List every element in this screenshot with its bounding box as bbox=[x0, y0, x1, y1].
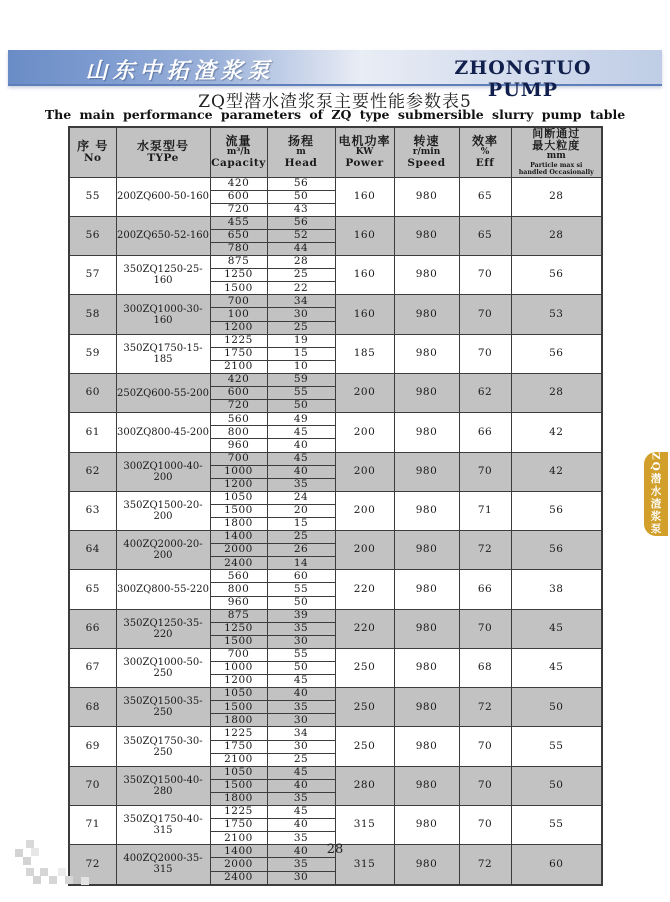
type-cell: 350ZQ1750-40-315 bbox=[116, 806, 210, 845]
column-header bbox=[210, 127, 267, 177]
speed-cell: 980 bbox=[394, 413, 459, 452]
speed-cell: 980 bbox=[394, 491, 459, 530]
particle-cell: 42 bbox=[511, 413, 602, 452]
eff-cell: 65 bbox=[459, 177, 511, 216]
head-cell: 35 bbox=[267, 792, 335, 805]
eff-cell: 72 bbox=[459, 688, 511, 727]
capacity-cell: 1250 bbox=[210, 622, 267, 635]
head-cell: 52 bbox=[267, 229, 335, 242]
power-cell: 250 bbox=[335, 727, 394, 766]
particle-cell: 28 bbox=[511, 177, 602, 216]
pump-row bbox=[69, 648, 602, 687]
pump-row bbox=[69, 334, 602, 373]
pump-row bbox=[69, 216, 602, 255]
capacity-cell: 1225 bbox=[210, 334, 267, 347]
head-cell: 35 bbox=[267, 832, 335, 845]
company-logo: 山东中拓渣浆泵 bbox=[85, 58, 275, 84]
head-cell: 49 bbox=[267, 413, 335, 426]
power-cell: 250 bbox=[335, 648, 394, 687]
capacity-cell: 800 bbox=[210, 426, 267, 439]
eff-cell: 62 bbox=[459, 373, 511, 412]
deco-square bbox=[15, 849, 23, 857]
no-cell: 67 bbox=[69, 648, 116, 687]
column-header-line: Particle max si bbox=[530, 162, 583, 170]
type-cell: 350ZQ1500-20-200 bbox=[116, 491, 210, 530]
capacity-cell: 420 bbox=[210, 177, 267, 190]
deco-square bbox=[40, 868, 48, 876]
capacity-cell: 1225 bbox=[210, 727, 267, 740]
speed-cell: 980 bbox=[394, 177, 459, 216]
speed-cell: 980 bbox=[394, 295, 459, 334]
pump-row bbox=[69, 766, 602, 805]
capacity-cell: 1500 bbox=[210, 635, 267, 648]
head-cell: 34 bbox=[267, 727, 335, 740]
pump-row bbox=[69, 609, 602, 648]
no-cell: 64 bbox=[69, 531, 116, 570]
column-header-line: 间断通过 bbox=[532, 127, 581, 140]
no-cell: 63 bbox=[69, 491, 116, 530]
particle-cell: 28 bbox=[511, 216, 602, 255]
head-cell: 45 bbox=[267, 766, 335, 779]
head-cell: 28 bbox=[267, 256, 335, 269]
capacity-cell: 1750 bbox=[210, 819, 267, 832]
head-cell: 20 bbox=[267, 504, 335, 517]
page-title: ZQ型潜水渣浆泵主要性能参数表5 bbox=[198, 92, 472, 112]
type-cell: 400ZQ2000-35-315 bbox=[116, 845, 210, 885]
column-header-line: KW bbox=[355, 147, 374, 158]
capacity-cell: 960 bbox=[210, 439, 267, 452]
column-header-line: 流量 bbox=[225, 133, 252, 148]
head-cell: 55 bbox=[267, 583, 335, 596]
particle-cell: 50 bbox=[511, 688, 602, 727]
no-cell: 70 bbox=[69, 766, 116, 805]
speed-cell: 980 bbox=[394, 570, 459, 609]
capacity-cell: 650 bbox=[210, 229, 267, 242]
capacity-cell: 2000 bbox=[210, 544, 267, 557]
no-cell: 69 bbox=[69, 727, 116, 766]
capacity-cell: 2100 bbox=[210, 832, 267, 845]
capacity-cell: 1200 bbox=[210, 675, 267, 688]
particle-cell: 56 bbox=[511, 531, 602, 570]
eff-cell: 70 bbox=[459, 334, 511, 373]
capacity-cell: 2100 bbox=[210, 753, 267, 766]
head-cell: 40 bbox=[267, 688, 335, 701]
power-cell: 200 bbox=[335, 531, 394, 570]
pump-row bbox=[69, 531, 602, 570]
column-header-line: 扬程 bbox=[287, 133, 314, 148]
header-bar bbox=[8, 50, 662, 101]
particle-cell: 42 bbox=[511, 452, 602, 491]
head-cell: 44 bbox=[267, 243, 335, 256]
head-cell: 45 bbox=[267, 452, 335, 465]
particle-cell: 45 bbox=[511, 609, 602, 648]
type-cell: 350ZQ1500-35-250 bbox=[116, 688, 210, 727]
particle-cell: 38 bbox=[511, 570, 602, 609]
capacity-cell: 700 bbox=[210, 295, 267, 308]
eff-cell: 71 bbox=[459, 491, 511, 530]
capacity-cell: 560 bbox=[210, 570, 267, 583]
no-cell: 55 bbox=[69, 177, 116, 216]
type-cell: 350ZQ1750-15-185 bbox=[116, 334, 210, 373]
capacity-cell: 1750 bbox=[210, 347, 267, 360]
power-cell: 200 bbox=[335, 491, 394, 530]
head-cell: 30 bbox=[267, 635, 335, 648]
eff-cell: 70 bbox=[459, 806, 511, 845]
particle-cell: 28 bbox=[511, 373, 602, 412]
type-cell: 350ZQ1500-40-280 bbox=[116, 766, 210, 805]
particle-cell: 55 bbox=[511, 806, 602, 845]
capacity-cell: 875 bbox=[210, 256, 267, 269]
eff-cell: 66 bbox=[459, 570, 511, 609]
power-cell: 200 bbox=[335, 373, 394, 412]
particle-cell: 56 bbox=[511, 256, 602, 295]
capacity-cell: 1400 bbox=[210, 531, 267, 544]
deco-square bbox=[65, 876, 73, 884]
capacity-cell: 875 bbox=[210, 609, 267, 622]
column-header bbox=[459, 127, 511, 177]
head-cell: 19 bbox=[267, 334, 335, 347]
particle-cell: 53 bbox=[511, 295, 602, 334]
no-cell: 57 bbox=[69, 256, 116, 295]
head-cell: 55 bbox=[267, 648, 335, 661]
deco-square bbox=[26, 868, 34, 876]
column-header-line: Capacity bbox=[211, 157, 266, 170]
column-header-line: Eff bbox=[475, 157, 495, 170]
head-cell: 39 bbox=[267, 609, 335, 622]
column-header bbox=[116, 127, 210, 177]
head-cell: 30 bbox=[267, 740, 335, 753]
head-cell: 45 bbox=[267, 426, 335, 439]
column-header bbox=[267, 127, 335, 177]
deco-square bbox=[49, 876, 57, 884]
speed-cell: 980 bbox=[394, 688, 459, 727]
head-cell: 40 bbox=[267, 779, 335, 792]
head-cell: 26 bbox=[267, 544, 335, 557]
parameters-table bbox=[68, 126, 603, 886]
type-cell: 350ZQ1250-25-160 bbox=[116, 256, 210, 295]
speed-cell: 980 bbox=[394, 609, 459, 648]
speed-cell: 980 bbox=[394, 766, 459, 805]
head-cell: 25 bbox=[267, 753, 335, 766]
capacity-cell: 1250 bbox=[210, 269, 267, 282]
capacity-cell: 1050 bbox=[210, 688, 267, 701]
particle-cell: 55 bbox=[511, 727, 602, 766]
eff-cell: 70 bbox=[459, 766, 511, 805]
pump-row bbox=[69, 491, 602, 530]
capacity-cell: 1500 bbox=[210, 504, 267, 517]
column-header-line: handled Occasionally bbox=[518, 169, 594, 177]
head-cell: 59 bbox=[267, 373, 335, 386]
column-header-line: 最大粒度 bbox=[532, 139, 581, 153]
head-cell: 55 bbox=[267, 387, 335, 400]
speed-cell: 980 bbox=[394, 806, 459, 845]
capacity-cell: 100 bbox=[210, 308, 267, 321]
head-cell: 15 bbox=[267, 517, 335, 530]
power-cell: 220 bbox=[335, 570, 394, 609]
head-cell: 40 bbox=[267, 845, 335, 858]
particle-cell: 60 bbox=[511, 845, 602, 885]
head-cell: 25 bbox=[267, 269, 335, 282]
particle-cell: 56 bbox=[511, 491, 602, 530]
head-cell: 24 bbox=[267, 491, 335, 504]
speed-cell: 980 bbox=[394, 373, 459, 412]
capacity-cell: 780 bbox=[210, 243, 267, 256]
particle-cell: 45 bbox=[511, 648, 602, 687]
head-cell: 22 bbox=[267, 282, 335, 295]
capacity-cell: 1800 bbox=[210, 792, 267, 805]
column-header-line: No bbox=[83, 152, 102, 165]
head-cell: 40 bbox=[267, 819, 335, 832]
column-header-line: 效率 bbox=[471, 133, 498, 148]
no-cell: 59 bbox=[69, 334, 116, 373]
head-cell: 30 bbox=[267, 308, 335, 321]
capacity-cell: 1050 bbox=[210, 491, 267, 504]
no-cell: 62 bbox=[69, 452, 116, 491]
page-subtitle: The main performance parameters of ZQ type submersible slurry pump table bbox=[44, 107, 626, 122]
capacity-cell: 2000 bbox=[210, 858, 267, 871]
head-cell: 50 bbox=[267, 596, 335, 609]
type-cell: 350ZQ1750-30-250 bbox=[116, 727, 210, 766]
eff-cell: 72 bbox=[459, 845, 511, 885]
pump-row bbox=[69, 177, 602, 216]
capacity-cell: 960 bbox=[210, 596, 267, 609]
pump-row bbox=[69, 727, 602, 766]
power-cell: 160 bbox=[335, 295, 394, 334]
pump-row bbox=[69, 688, 602, 727]
capacity-cell: 700 bbox=[210, 452, 267, 465]
speed-cell: 980 bbox=[394, 845, 459, 885]
eff-cell: 70 bbox=[459, 295, 511, 334]
head-cell: 14 bbox=[267, 557, 335, 570]
no-cell: 72 bbox=[69, 845, 116, 885]
eff-cell: 72 bbox=[459, 531, 511, 570]
no-cell: 61 bbox=[69, 413, 116, 452]
head-cell: 35 bbox=[267, 622, 335, 635]
no-cell: 58 bbox=[69, 295, 116, 334]
deco-square bbox=[81, 877, 89, 885]
head-cell: 30 bbox=[267, 714, 335, 727]
type-cell: 200ZQ650-52-160 bbox=[116, 216, 210, 255]
capacity-cell: 1400 bbox=[210, 845, 267, 858]
speed-cell: 980 bbox=[394, 216, 459, 255]
column-header-line: 电机功率 bbox=[338, 133, 391, 148]
eff-cell: 70 bbox=[459, 609, 511, 648]
pump-row bbox=[69, 373, 602, 412]
power-cell: 160 bbox=[335, 216, 394, 255]
type-cell: 350ZQ1250-35-220 bbox=[116, 609, 210, 648]
capacity-cell: 600 bbox=[210, 190, 267, 203]
head-cell: 50 bbox=[267, 400, 335, 413]
column-header bbox=[335, 127, 394, 177]
column-header bbox=[69, 127, 116, 177]
head-cell: 35 bbox=[267, 858, 335, 871]
eff-cell: 68 bbox=[459, 648, 511, 687]
speed-cell: 980 bbox=[394, 648, 459, 687]
column-header-line: Speed bbox=[407, 157, 446, 170]
head-cell: 40 bbox=[267, 465, 335, 478]
capacity-cell: 2100 bbox=[210, 360, 267, 373]
power-cell: 315 bbox=[335, 845, 394, 885]
head-cell: 50 bbox=[267, 662, 335, 675]
eff-cell: 65 bbox=[459, 216, 511, 255]
type-cell: 250ZQ600-55-200 bbox=[116, 373, 210, 412]
head-cell: 56 bbox=[267, 177, 335, 190]
capacity-cell: 1200 bbox=[210, 321, 267, 334]
column-header bbox=[511, 127, 602, 177]
power-cell: 280 bbox=[335, 766, 394, 805]
capacity-cell: 600 bbox=[210, 387, 267, 400]
capacity-cell: 560 bbox=[210, 413, 267, 426]
particle-cell: 50 bbox=[511, 766, 602, 805]
capacity-cell: 1500 bbox=[210, 779, 267, 792]
capacity-cell: 1750 bbox=[210, 740, 267, 753]
power-cell: 220 bbox=[335, 609, 394, 648]
head-cell: 45 bbox=[267, 675, 335, 688]
eff-cell: 70 bbox=[459, 452, 511, 491]
speed-cell: 980 bbox=[394, 256, 459, 295]
power-cell: 160 bbox=[335, 256, 394, 295]
column-header-line: r/min bbox=[412, 147, 441, 158]
eff-cell: 70 bbox=[459, 727, 511, 766]
head-cell: 35 bbox=[267, 478, 335, 491]
capacity-cell: 1500 bbox=[210, 701, 267, 714]
power-cell: 315 bbox=[335, 806, 394, 845]
power-cell: 250 bbox=[335, 688, 394, 727]
deco-square bbox=[31, 848, 39, 856]
column-header bbox=[394, 127, 459, 177]
capacity-cell: 1000 bbox=[210, 662, 267, 675]
side-tab[interactable]: ZQ潜水渣浆泵 bbox=[644, 452, 668, 536]
no-cell: 68 bbox=[69, 688, 116, 727]
head-cell: 25 bbox=[267, 321, 335, 334]
type-cell: 300ZQ1000-30-160 bbox=[116, 295, 210, 334]
capacity-cell: 720 bbox=[210, 400, 267, 413]
deco-square bbox=[58, 868, 66, 876]
type-cell: 300ZQ1000-50-250 bbox=[116, 648, 210, 687]
capacity-cell: 2400 bbox=[210, 871, 267, 885]
capacity-cell: 1800 bbox=[210, 714, 267, 727]
brand-name: ZHONGTUO PUMP bbox=[454, 57, 592, 101]
capacity-cell: 1000 bbox=[210, 465, 267, 478]
pump-row bbox=[69, 570, 602, 609]
head-cell: 34 bbox=[267, 295, 335, 308]
pump-row bbox=[69, 452, 602, 491]
table-header bbox=[69, 127, 602, 177]
head-cell: 60 bbox=[267, 570, 335, 583]
capacity-cell: 700 bbox=[210, 648, 267, 661]
head-cell: 56 bbox=[267, 216, 335, 229]
speed-cell: 980 bbox=[394, 727, 459, 766]
pump-row bbox=[69, 256, 602, 295]
pump-row bbox=[69, 413, 602, 452]
capacity-cell: 1050 bbox=[210, 766, 267, 779]
particle-cell: 56 bbox=[511, 334, 602, 373]
head-cell: 45 bbox=[267, 806, 335, 819]
capacity-cell: 720 bbox=[210, 203, 267, 216]
head-cell: 40 bbox=[267, 439, 335, 452]
type-cell: 300ZQ1000-40-200 bbox=[116, 452, 210, 491]
type-cell: 300ZQ800-45-200 bbox=[116, 413, 210, 452]
no-cell: 71 bbox=[69, 806, 116, 845]
power-cell: 200 bbox=[335, 452, 394, 491]
head-cell: 10 bbox=[267, 360, 335, 373]
no-cell: 56 bbox=[69, 216, 116, 255]
pump-row bbox=[69, 295, 602, 334]
column-header-line: 转速 bbox=[413, 133, 440, 148]
capacity-cell: 455 bbox=[210, 216, 267, 229]
column-header-line: TYPe bbox=[147, 152, 179, 165]
head-cell: 15 bbox=[267, 347, 335, 360]
head-cell: 25 bbox=[267, 531, 335, 544]
speed-cell: 980 bbox=[394, 531, 459, 570]
capacity-cell: 1800 bbox=[210, 517, 267, 530]
head-cell: 50 bbox=[267, 190, 335, 203]
column-header-line: Power bbox=[345, 157, 384, 170]
power-cell: 185 bbox=[335, 334, 394, 373]
eff-cell: 70 bbox=[459, 256, 511, 295]
eff-cell: 66 bbox=[459, 413, 511, 452]
type-cell: 200ZQ600-50-160 bbox=[116, 177, 210, 216]
column-header-line: 序 号 bbox=[77, 138, 109, 153]
head-cell: 43 bbox=[267, 203, 335, 216]
capacity-cell: 1500 bbox=[210, 282, 267, 295]
power-cell: 200 bbox=[335, 413, 394, 452]
column-header-line: m bbox=[296, 147, 306, 158]
capacity-cell: 2400 bbox=[210, 557, 267, 570]
deco-square bbox=[26, 840, 34, 848]
type-cell: 300ZQ800-55-220 bbox=[116, 570, 210, 609]
head-cell: 30 bbox=[267, 871, 335, 885]
no-cell: 65 bbox=[69, 570, 116, 609]
column-header-line: % bbox=[480, 147, 490, 158]
page-number: 28 bbox=[326, 842, 344, 857]
column-header-line: m³/h bbox=[226, 147, 251, 158]
type-cell: 400ZQ2000-20-200 bbox=[116, 531, 210, 570]
pump-row bbox=[69, 806, 602, 845]
no-cell: 66 bbox=[69, 609, 116, 648]
deco-square bbox=[33, 876, 41, 884]
speed-cell: 980 bbox=[394, 334, 459, 373]
no-cell: 60 bbox=[69, 373, 116, 412]
capacity-cell: 1225 bbox=[210, 806, 267, 819]
capacity-cell: 800 bbox=[210, 583, 267, 596]
speed-cell: 980 bbox=[394, 452, 459, 491]
column-header-line: mm bbox=[546, 151, 566, 162]
power-cell: 160 bbox=[335, 177, 394, 216]
capacity-cell: 1200 bbox=[210, 478, 267, 491]
column-header-line: Head bbox=[284, 157, 318, 170]
column-header-line: 水泵型号 bbox=[136, 138, 189, 153]
deco-square bbox=[23, 857, 31, 865]
head-cell: 35 bbox=[267, 701, 335, 714]
capacity-cell: 420 bbox=[210, 373, 267, 386]
